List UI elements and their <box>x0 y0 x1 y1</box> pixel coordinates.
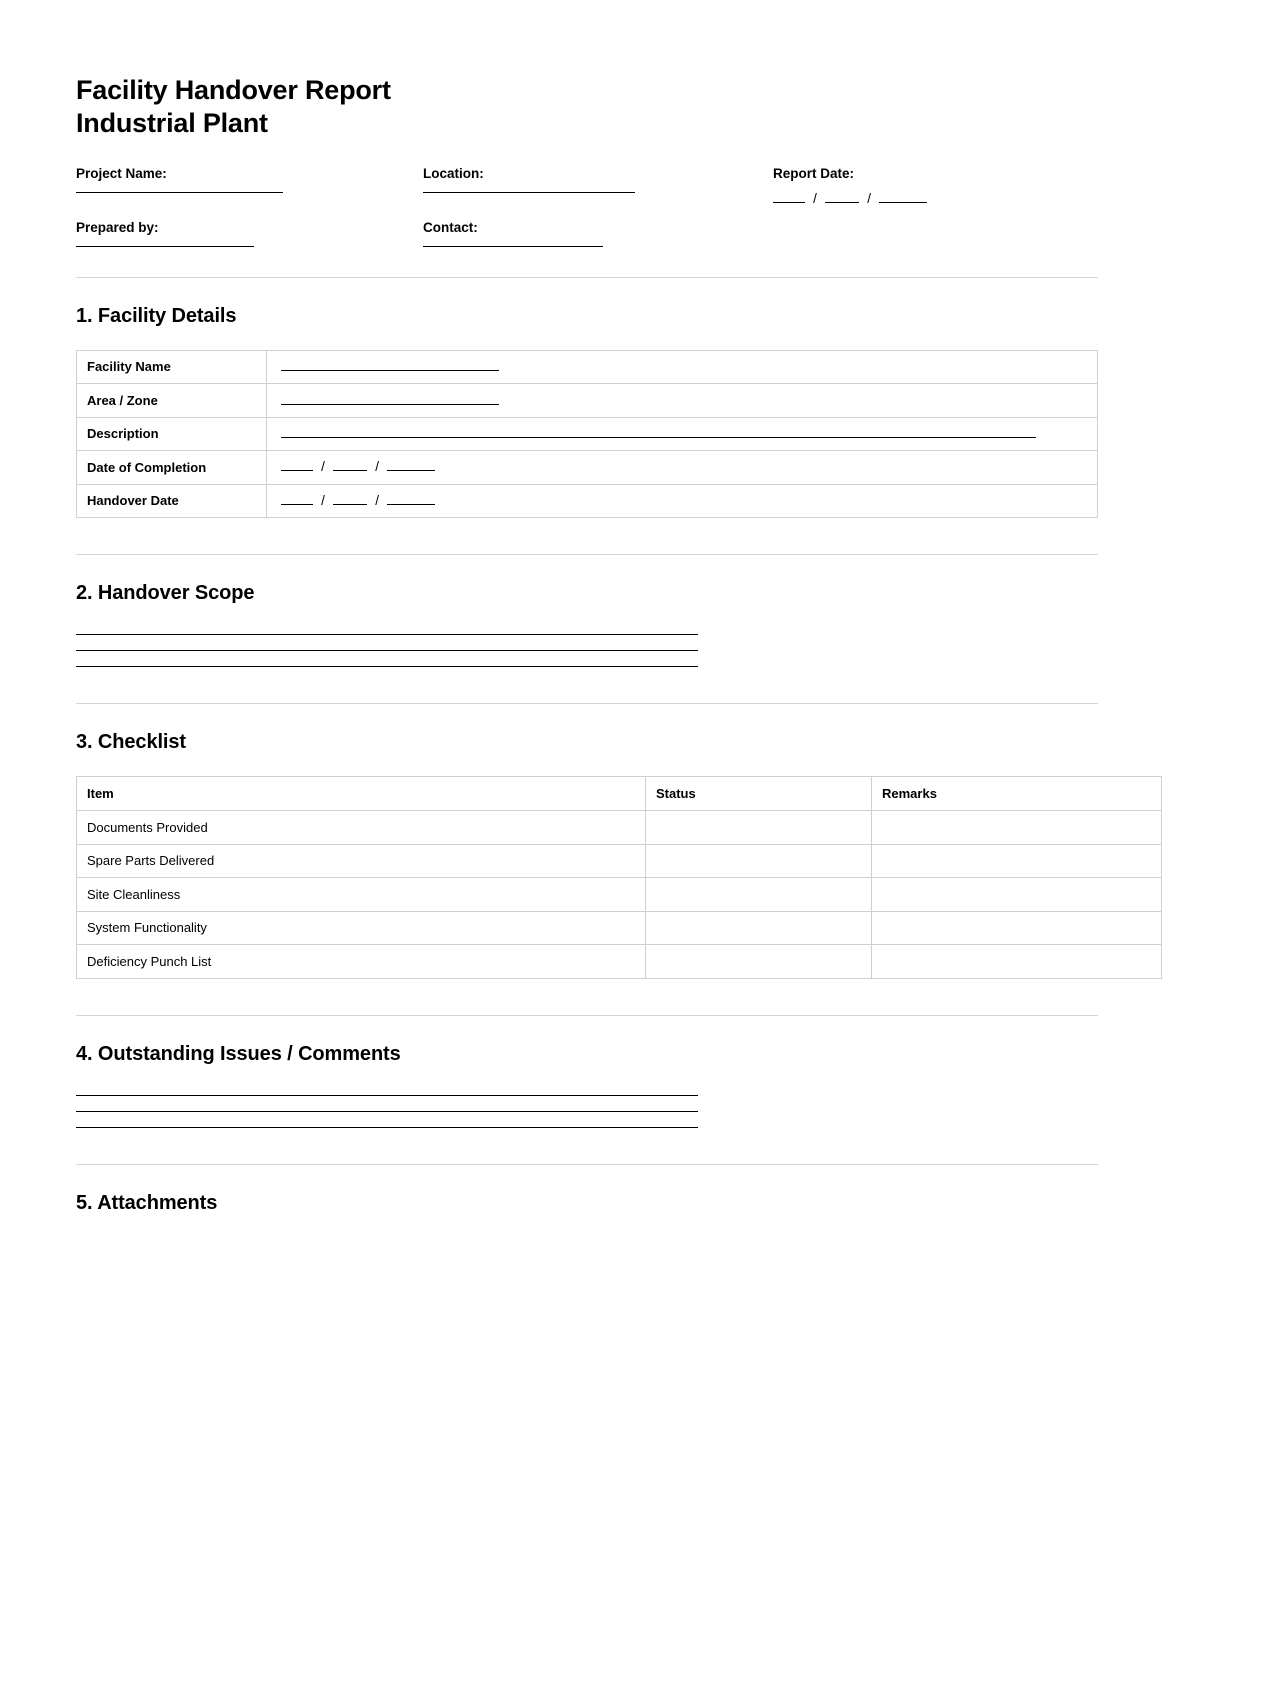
facility-name-input-rule[interactable] <box>281 370 499 371</box>
area-zone-input-rule[interactable] <box>281 404 499 405</box>
facility-details-table <box>76 350 1098 519</box>
completion-month-rule[interactable] <box>333 470 367 471</box>
checklist-item-label: Spare Parts Delivered <box>77 844 646 878</box>
section-heading-outstanding-issues: 4. Outstanding Issues / Comments <box>76 1042 401 1065</box>
handover-date-row-value[interactable] <box>267 484 1098 518</box>
handover-year-rule[interactable] <box>387 504 435 505</box>
section-heading-checklist: 3. Checklist <box>76 731 186 754</box>
report-date-input[interactable] <box>773 192 927 207</box>
description-input-rule[interactable] <box>281 437 1036 438</box>
checklist-item-label: System Functionality <box>77 911 646 945</box>
page-title-line-1: Facility Handover Report <box>76 75 391 105</box>
prepared-by-input-rule[interactable] <box>76 246 254 247</box>
date-of-completion-row-label: Date of Completion <box>77 451 267 485</box>
table-row <box>77 811 1162 845</box>
description-row-label: Description <box>77 417 267 451</box>
contact-field <box>423 220 773 246</box>
table-row <box>77 844 1162 878</box>
location-field <box>423 166 773 192</box>
report-date-separator-1: / <box>813 190 818 206</box>
header-meta-block <box>76 166 1098 246</box>
outstanding-issues-line-2[interactable] <box>76 1111 698 1112</box>
table-row <box>77 350 1098 384</box>
checklist-item-label: Site Cleanliness <box>77 878 646 912</box>
contact-label: Contact: <box>423 220 478 236</box>
checklist-remarks-cell[interactable] <box>872 844 1162 878</box>
completion-year-rule[interactable] <box>387 470 435 471</box>
completion-day-rule[interactable] <box>281 470 313 471</box>
project-name-input-rule[interactable] <box>76 192 283 193</box>
checklist-remarks-cell[interactable] <box>872 878 1162 912</box>
checklist-status-cell[interactable] <box>646 911 872 945</box>
outstanding-issues-line-1[interactable] <box>76 1095 698 1096</box>
table-row <box>77 911 1162 945</box>
section-heading-attachments: 5. Attachments <box>76 1191 218 1214</box>
report-date-day-rule[interactable] <box>773 202 805 203</box>
outstanding-issues-writing-lines[interactable] <box>76 1095 698 1128</box>
area-zone-row-label: Area / Zone <box>77 384 267 418</box>
table-row <box>77 451 1098 485</box>
handover-separator-2: / <box>375 492 380 508</box>
handover-day-rule[interactable] <box>281 504 313 505</box>
date-of-completion-input[interactable] <box>281 459 435 474</box>
table-row <box>77 384 1098 418</box>
header-meta-row-1 <box>76 166 1098 206</box>
facility-name-row-label: Facility Name <box>77 350 267 384</box>
facility-name-row-value[interactable] <box>267 350 1098 384</box>
checklist-status-cell[interactable] <box>646 844 872 878</box>
description-row-value[interactable] <box>267 417 1098 451</box>
page-title-line-2: Industrial Plant <box>76 108 268 139</box>
section-heading-handover-scope: 2. Handover Scope <box>76 582 255 605</box>
date-of-completion-row-value[interactable] <box>267 451 1098 485</box>
table-row <box>77 484 1098 518</box>
completion-separator-2: / <box>375 459 380 475</box>
report-date-label: Report Date: <box>773 166 855 182</box>
handover-scope-line-2[interactable] <box>76 650 698 651</box>
checklist-remarks-cell[interactable] <box>872 811 1162 845</box>
contact-input-rule[interactable] <box>423 246 603 247</box>
table-row <box>77 878 1162 912</box>
checklist-column-header-item: Item <box>77 777 646 811</box>
table-row <box>77 417 1098 451</box>
project-name-label: Project Name: <box>76 166 167 182</box>
handover-scope-line-1[interactable] <box>76 634 698 635</box>
report-date-separator-2: / <box>867 190 872 206</box>
project-name-field <box>76 166 423 192</box>
checklist-status-cell[interactable] <box>646 878 872 912</box>
checklist-column-header-remarks: Remarks <box>872 777 1162 811</box>
prepared-by-label: Prepared by: <box>76 220 159 236</box>
handover-separator-1: / <box>321 492 326 508</box>
handover-date-input[interactable] <box>281 493 435 508</box>
header-meta-row-2 <box>76 220 1098 246</box>
prepared-by-field <box>76 220 423 246</box>
report-date-year-rule[interactable] <box>879 202 927 203</box>
handover-date-row-label: Handover Date <box>77 484 267 518</box>
area-zone-row-value[interactable] <box>267 384 1098 418</box>
handover-scope-writing-lines[interactable] <box>76 634 698 667</box>
completion-separator-1: / <box>321 459 326 475</box>
checklist-column-header-status: Status <box>646 777 872 811</box>
checklist-remarks-cell[interactable] <box>872 945 1162 979</box>
checklist-status-cell[interactable] <box>646 811 872 845</box>
checklist-remarks-cell[interactable] <box>872 911 1162 945</box>
location-label: Location: <box>423 166 484 182</box>
report-date-month-rule[interactable] <box>825 202 859 203</box>
report-date-field <box>773 166 927 206</box>
checklist-table <box>76 776 1162 979</box>
location-input-rule[interactable] <box>423 192 635 193</box>
table-row <box>77 945 1162 979</box>
page-title <box>76 74 1098 140</box>
checklist-status-cell[interactable] <box>646 945 872 979</box>
checklist-header-row <box>77 777 1162 811</box>
section-heading-facility-details: 1. Facility Details <box>76 304 237 327</box>
handover-month-rule[interactable] <box>333 504 367 505</box>
checklist-item-label: Deficiency Punch List <box>77 945 646 979</box>
checklist-item-label: Documents Provided <box>77 811 646 845</box>
